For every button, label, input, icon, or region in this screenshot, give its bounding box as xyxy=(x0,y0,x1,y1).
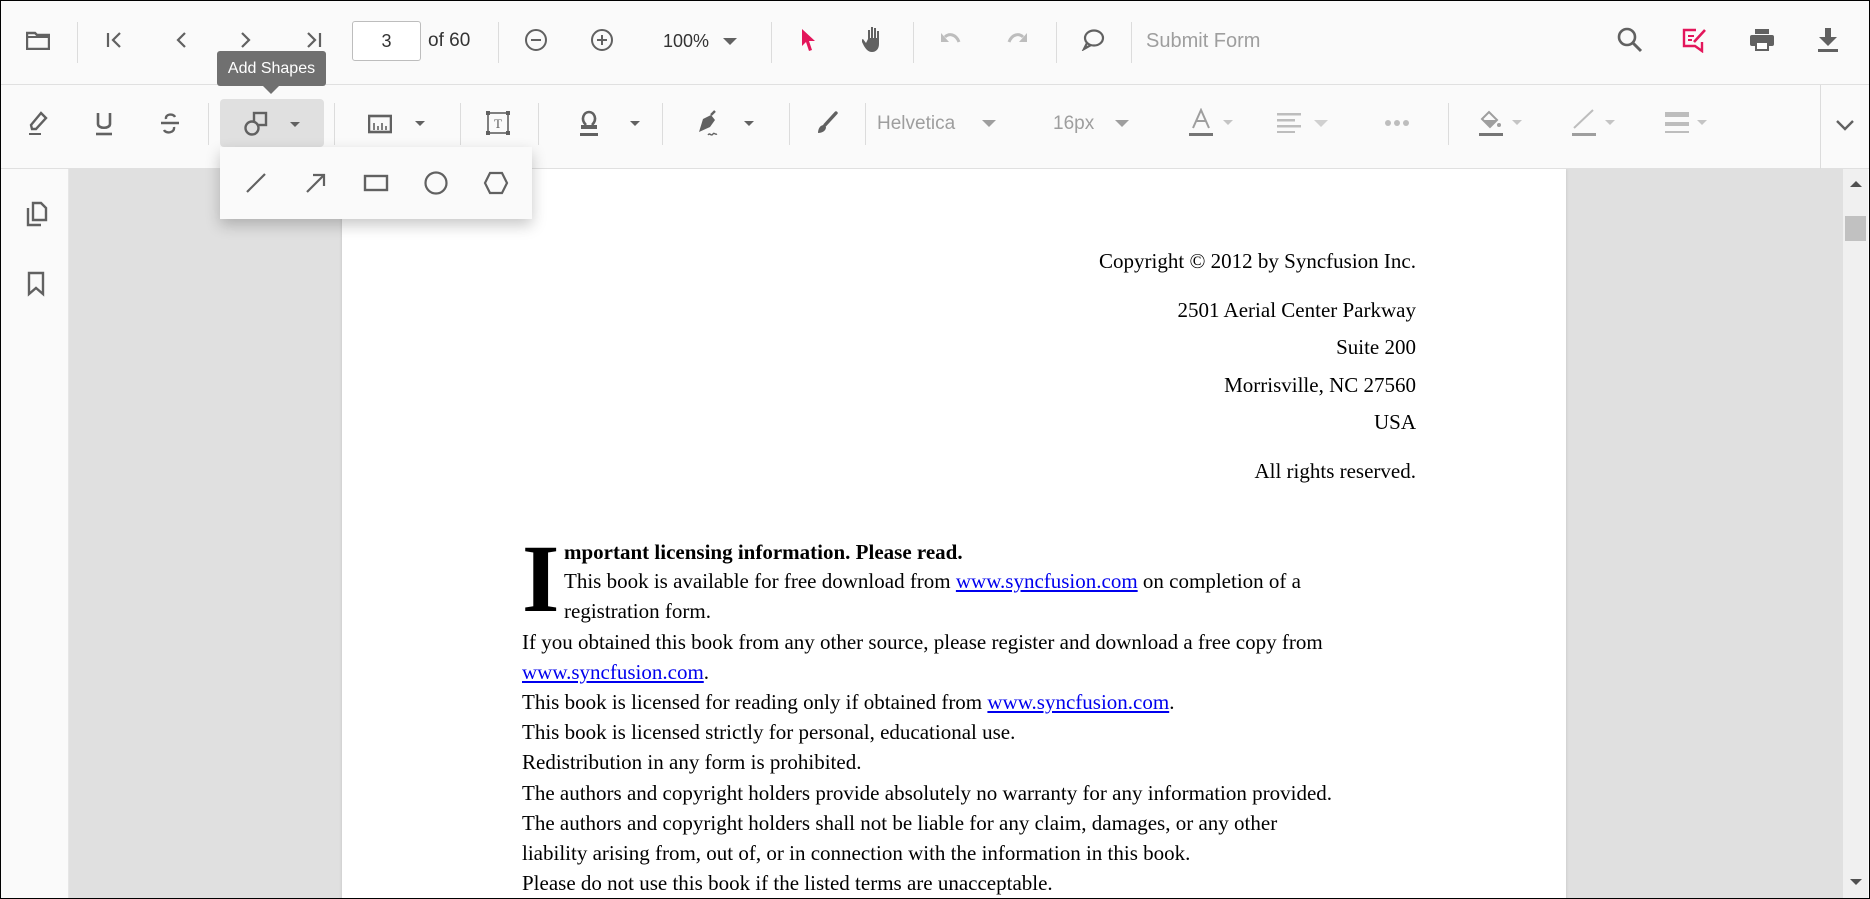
pan-hand-icon[interactable] xyxy=(860,24,888,54)
chevron-down-icon[interactable] xyxy=(1833,113,1857,137)
address-line: Morrisville, NC 27560 xyxy=(1224,373,1416,397)
drop-cap: I xyxy=(522,525,560,632)
licensing-heading: mportant licensing information. Please read. xyxy=(564,540,963,564)
scrollbar-thumb[interactable] xyxy=(1845,216,1866,241)
text: on completion of a xyxy=(1137,569,1301,593)
caret-down-icon xyxy=(290,122,300,127)
last-page-icon[interactable] xyxy=(301,28,325,52)
pdf-page xyxy=(342,169,1566,899)
copyright-line: Copyright © 2012 by Syncfusion Inc. xyxy=(1099,249,1416,273)
text-align-caret[interactable] xyxy=(1314,120,1328,127)
calibrate-measure-icon[interactable] xyxy=(366,110,394,138)
text-align-icon[interactable] xyxy=(1276,109,1302,135)
highlight-icon[interactable] xyxy=(25,110,51,138)
stamp-icon[interactable] xyxy=(575,109,603,139)
previous-page-icon[interactable] xyxy=(169,28,193,52)
separator xyxy=(208,103,209,145)
paragraph-line: Redistribution in any form is prohibited. xyxy=(522,750,862,774)
address-line: Suite 200 xyxy=(1336,335,1416,359)
separator xyxy=(334,103,335,145)
vertical-scrollbar[interactable] xyxy=(1843,169,1868,899)
caret-down-icon xyxy=(1115,120,1129,127)
submit-form-button[interactable]: Submit Form xyxy=(1146,30,1261,52)
paragraph-line: The authors and copyright holders shall not be liable for any claim, damages, or any other xyxy=(522,811,1278,835)
syncfusion-link[interactable]: www.syncfusion.com xyxy=(987,690,1170,714)
paragraph-line xyxy=(522,660,709,685)
text-select-cursor-icon[interactable] xyxy=(796,26,820,54)
underline-icon[interactable] xyxy=(91,110,117,138)
font-size-dropdown[interactable] xyxy=(1048,103,1138,145)
stroke-color-icon[interactable] xyxy=(1571,107,1597,139)
separator xyxy=(789,103,790,145)
zoom-out-icon[interactable] xyxy=(522,26,550,54)
rectangle-shape-icon[interactable] xyxy=(362,169,390,197)
zoom-level-dropdown[interactable] xyxy=(660,24,740,58)
add-shapes-tooltip: Add Shapes xyxy=(217,51,326,86)
signature-dropdown-caret[interactable] xyxy=(744,121,754,126)
text: . xyxy=(1169,690,1175,714)
stroke-thickness-caret[interactable] xyxy=(1697,120,1707,125)
arrow-shape-icon[interactable] xyxy=(302,169,330,197)
separator xyxy=(538,103,539,145)
rights-line: All rights reserved. xyxy=(1254,459,1416,483)
zoom-level-value: 100% xyxy=(663,31,710,51)
total-pages-label: of 60 xyxy=(428,30,471,51)
paragraph-line: Please do not use this book if the listed terms are unacceptable. xyxy=(522,871,1053,895)
next-page-icon[interactable] xyxy=(234,28,258,52)
separator xyxy=(1056,22,1057,63)
syncfusion-link[interactable]: www.syncfusion.com xyxy=(522,660,704,684)
font-color-caret[interactable] xyxy=(1223,120,1233,125)
fill-color-caret[interactable] xyxy=(1512,120,1522,125)
scroll-down-arrow-icon[interactable] xyxy=(1850,879,1862,885)
polygon-shape-icon[interactable] xyxy=(482,169,510,197)
paragraph-line: liability arising from, out of, or in connection with the information in this book. xyxy=(522,841,1191,865)
search-icon[interactable] xyxy=(1616,26,1644,54)
bookmark-icon[interactable] xyxy=(22,269,50,299)
caret-down-icon xyxy=(723,38,737,45)
separator xyxy=(913,22,914,63)
current-page-input[interactable] xyxy=(352,21,421,61)
font-size-value: 16px xyxy=(1053,113,1095,134)
syncfusion-link[interactable]: www.syncfusion.com xyxy=(955,569,1138,593)
separator xyxy=(77,22,78,63)
stroke-thickness-icon[interactable] xyxy=(1664,109,1690,137)
add-shapes-icon xyxy=(242,110,270,138)
folder-open-icon[interactable] xyxy=(24,26,52,54)
text: . xyxy=(703,660,710,684)
font-color-icon[interactable] xyxy=(1188,107,1214,139)
stroke-color-caret[interactable] xyxy=(1605,120,1615,125)
separator xyxy=(1820,85,1821,169)
document-viewer[interactable] xyxy=(69,169,1843,899)
comment-panel-icon[interactable] xyxy=(1080,27,1106,53)
line-shape-icon[interactable] xyxy=(242,169,270,197)
separator xyxy=(865,103,866,145)
separator xyxy=(771,22,772,63)
add-shapes-button[interactable] xyxy=(220,99,324,147)
redo-icon[interactable] xyxy=(1005,28,1029,52)
paragraph-line: If you obtained this book from any other source, please register and download a free copy from xyxy=(522,630,1323,654)
separator xyxy=(498,22,499,63)
signature-pen-icon[interactable] xyxy=(695,109,723,139)
paragraph-line: This book is licensed strictly for personal, educational use. xyxy=(522,720,1016,744)
address-line: USA xyxy=(1373,410,1416,434)
fill-color-icon[interactable] xyxy=(1478,107,1504,139)
ink-brush-icon[interactable] xyxy=(813,109,841,137)
separator xyxy=(662,103,663,145)
paragraph-line: The authors and copyright holders provide absolutely no warranty for any information provided. xyxy=(522,781,1333,805)
more-options-icon[interactable] xyxy=(1382,113,1412,133)
scroll-up-arrow-icon[interactable] xyxy=(1850,181,1862,187)
font-family-dropdown[interactable] xyxy=(872,103,1007,145)
separator xyxy=(1448,103,1449,145)
font-family-value: Helvetica xyxy=(877,113,956,134)
paragraph-line xyxy=(564,569,1301,594)
separator xyxy=(1131,22,1132,63)
zoom-in-icon[interactable] xyxy=(588,26,616,54)
svg-text:T: T xyxy=(494,116,502,131)
print-icon[interactable] xyxy=(1748,26,1776,54)
free-text-icon[interactable] xyxy=(484,109,512,137)
navigation-sidebar xyxy=(0,169,69,899)
paragraph-line xyxy=(522,690,1174,715)
annotation-edit-icon[interactable] xyxy=(1681,26,1709,54)
download-icon[interactable] xyxy=(1814,26,1842,54)
shapes-dropdown-menu xyxy=(220,147,532,219)
first-page-icon[interactable] xyxy=(103,28,127,52)
strikethrough-icon[interactable] xyxy=(157,110,183,138)
undo-icon[interactable] xyxy=(939,28,963,52)
measure-dropdown-caret[interactable] xyxy=(415,121,425,126)
caret-down-icon xyxy=(982,120,996,127)
circle-shape-icon[interactable] xyxy=(422,169,450,197)
separator xyxy=(460,103,461,145)
stamp-dropdown-caret[interactable] xyxy=(630,121,640,126)
text: This book is available for free download from xyxy=(564,569,956,593)
page-thumbnails-icon[interactable] xyxy=(22,199,50,229)
paragraph-line: registration form. xyxy=(564,599,711,623)
text: This book is licensed for reading only if obtained from xyxy=(522,690,988,714)
address-line: 2501 Aerial Center Parkway xyxy=(1177,298,1416,322)
